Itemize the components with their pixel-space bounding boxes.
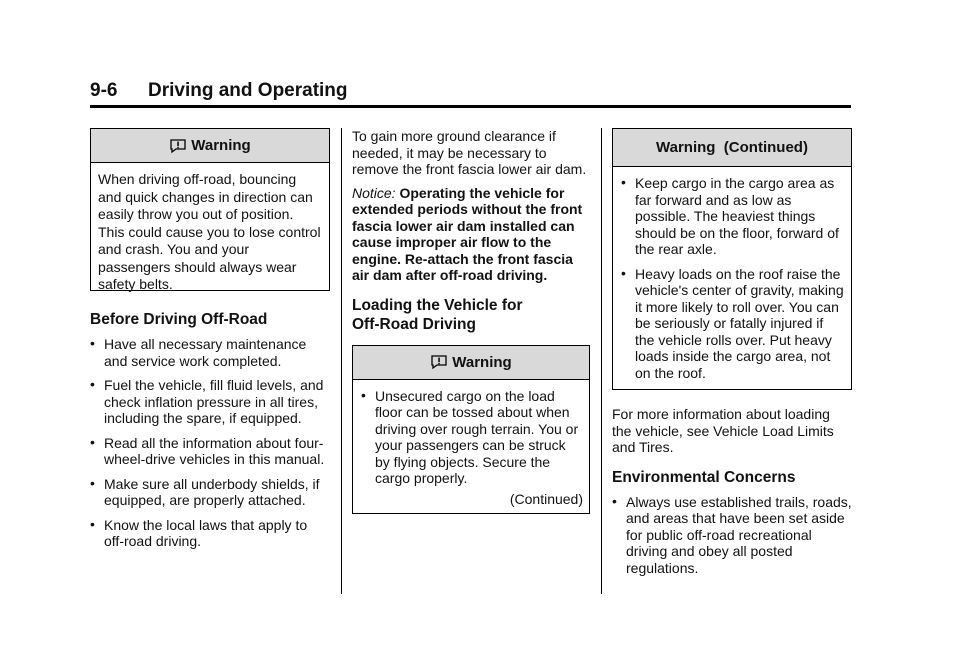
warning-icon	[169, 138, 187, 154]
column-middle	[352, 128, 590, 514]
warning-icon	[430, 354, 448, 370]
list-item: • Read all the information about four-wheel-drive vehicles in this manual.	[90, 433, 325, 467]
list-item: • Always use established trails, roads, and areas that have been set aside for public off-road recreational driving and obey all posted regulations.	[612, 492, 852, 576]
section-title-environmental: Environmental Concerns	[612, 468, 796, 486]
chapter-title: Driving and Operating	[148, 80, 348, 101]
bullet-icon: •	[612, 492, 617, 509]
list-item: • Make sure all underbody shields, if equipped, are properly attached.	[90, 474, 320, 508]
cargo-warning-list	[361, 388, 583, 487]
environmental-list	[612, 494, 852, 577]
bullet-icon: •	[621, 174, 626, 190]
bullet-icon: •	[361, 386, 366, 403]
warning-header	[613, 129, 851, 167]
notice-text: Operating the vehicle for extended periods without the front fascia lower air dam installed can cause improper air flow to the engine. Re-attach the front fascia air dam after off-road driving.	[352, 184, 583, 283]
column-divider	[601, 128, 602, 594]
air-dam-intro: To gain more ground clearance if needed, it may be necessary to remove the front fascia lower air dam.	[352, 128, 587, 177]
bullet-icon: •	[90, 433, 95, 450]
bullet-icon: •	[90, 335, 95, 351]
warning-title: Warning (Continued)	[656, 139, 808, 156]
list-item: • Heavy loads on the roof raise the vehicle's center of gravity, making it more likely to roll over. You can be seriously or fatally injured if the vehicle rolls over. Put heavy loads inside the cargo area, not on the roof.	[621, 264, 844, 381]
bullet-icon: •	[90, 515, 95, 532]
list-item: • Fuel the vehicle, fill fluid levels, and check inflation pressure in all tires, including the spare, if equipped.	[90, 376, 324, 426]
list-item: • Know the local laws that apply to off-road driving.	[90, 515, 308, 549]
continued-label: (Continued)	[509, 490, 583, 507]
before-driving-list	[90, 336, 330, 550]
bullet-icon: •	[621, 264, 626, 281]
warning-title: Warning	[452, 353, 512, 371]
list-item: • Keep cargo in the cargo area as far forward and as low as possible. The heaviest things should be on the floor, forward of the rear axle.	[621, 174, 839, 257]
warning-box-cargo	[352, 345, 590, 514]
page-number: 9-6	[90, 80, 118, 101]
section-title-loading: Loading the Vehicle for Off-Road Driving	[352, 296, 523, 333]
notice-paragraph	[352, 185, 590, 284]
section-title-before-driving: Before Driving Off-Road	[90, 311, 268, 328]
bullet-icon: •	[90, 376, 95, 392]
warning-box-seatbelts	[90, 128, 330, 291]
warning-header	[91, 129, 329, 163]
warning-text: When driving off-road, bouncing and quick changes in direction can easily throw you out of position. This could cause you to lose control and crash. You and your passengers should always wear safety belts.	[98, 171, 321, 292]
page-header	[90, 80, 851, 108]
cargo-warning-list-continued	[621, 175, 845, 381]
warning-header	[353, 346, 589, 380]
warning-title: Warning	[191, 137, 251, 154]
column-left	[90, 128, 330, 550]
column-right	[612, 128, 852, 576]
notice-label: Notice:	[352, 184, 396, 201]
list-item: • Have all necessary maintenance and service work completed.	[90, 335, 307, 369]
bullet-icon: •	[90, 474, 95, 491]
list-item: • Unsecured cargo on the load floor can be tossed about when driving over rough terrain. You or your passengers can be struck by flying objects. Secure the cargo properly.	[361, 386, 579, 486]
warning-box-continued	[612, 128, 852, 390]
more-info-paragraph: For more information about loading the vehicle, see Vehicle Load Limits and Tires.	[612, 406, 834, 455]
column-divider	[341, 128, 342, 594]
